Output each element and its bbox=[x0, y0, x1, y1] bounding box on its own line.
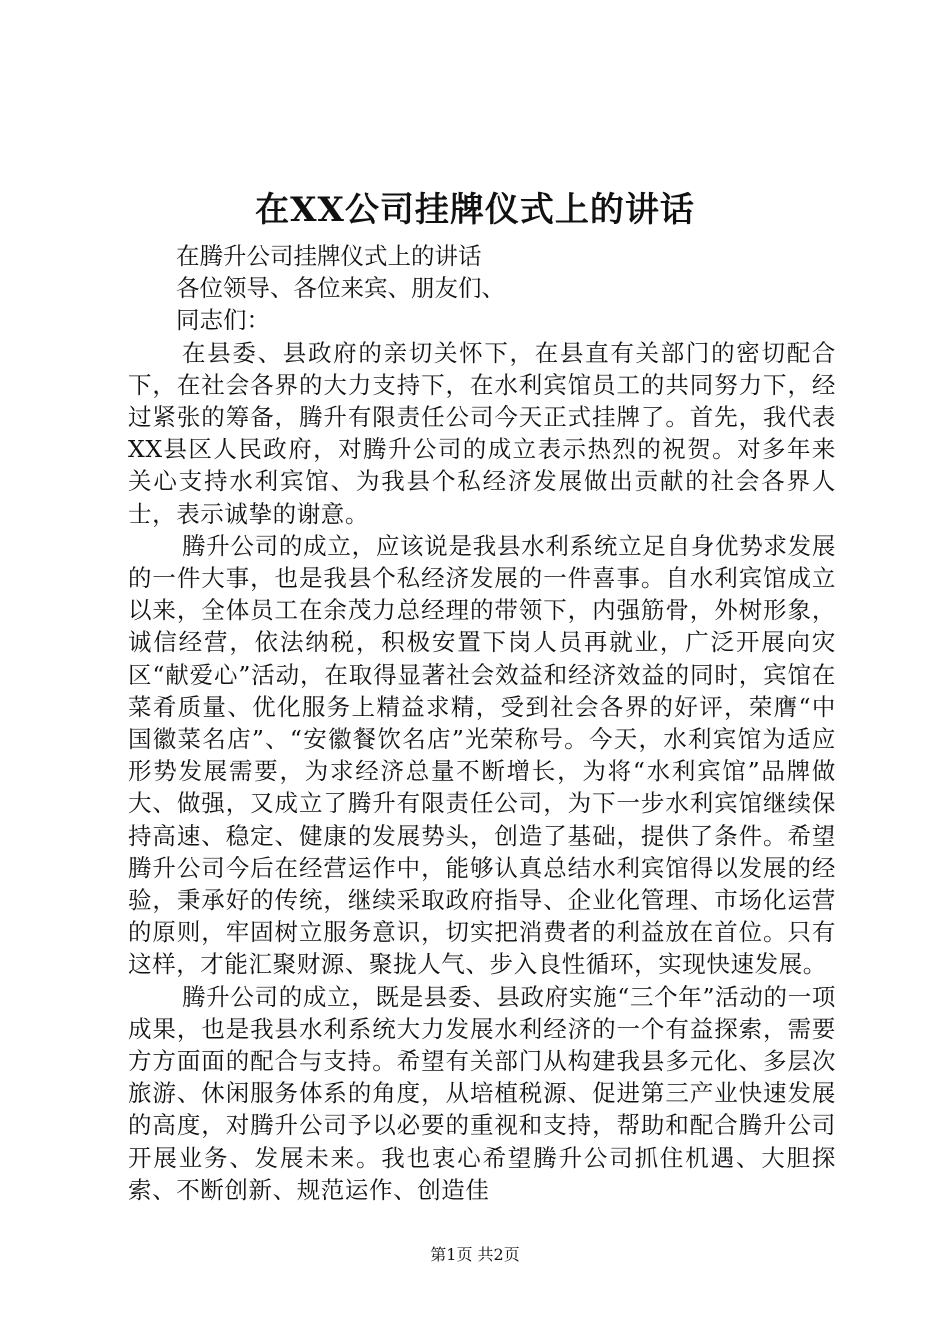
paragraph-1: 在县委、县政府的亲切关怀下，在县直有关部门的密切配合下，在社会各界的大力支持下，在水利宾馆员工的共同努力下，经过紧张的筹备，腾升有限责任公司今天正式挂牌了。首先，我代表XX县区人民政府，对腾升公司的成立表示热烈的祝贺。对多年来关心支持水利宾馆、为我县个私经济发展做出贡献的社会各界人士，表示诚挚的谢意。 bbox=[128, 338, 836, 528]
salutation-line-1: 各位领导、各位来宾、朋友们、 bbox=[176, 274, 505, 303]
paragraph-3: 腾升公司的成立，既是县委、县政府实施“三个年”活动的一项成果，也是我县水利系统大力发展水利经济的一个有益探索，需要方方面面的配合与支持。希望有关部门从构建我县多元化、多层次旅游、休闲服务体系的角度，从培植税源、促进第三产业快速发展的高度，对腾升公司予以必要的重视和支持，帮助和配合腾升公司开展业务、发展未来。我也衷心希望腾升公司抓住机遇、大胆探索、不断创新、规范运作、创造佳 bbox=[128, 982, 836, 1204]
document-body bbox=[128, 240, 836, 1206]
salutation-line-2: 同志们： bbox=[176, 306, 270, 335]
paragraph-2: 腾升公司的成立，应该说是我县水利系统立足自身优势求发展的一件大事，也是我县个私经济发展的一件喜事。自水利宾馆成立以来，全体员工在余茂力总经理的带领下，内强筋骨，外树形象，诚信经营，依法纳税，积极安置下岗人员再就业，广泛开展向灾区“献爱心”活动，在取得显著社会效益和经济效益的同时，宾馆在菜肴质量、优化服务上精益求精，受到社会各界的好评，荣膺“中国徽菜名店”、“安徽餐饮名店”光荣称号。今天，水利宾馆为适应形势发展需要，为求经济总量不断增长，为将“水利宾馆”品牌做大、做强，又成立了腾升有限责任公司，为下一步水利宾馆继续保持高速、稳定、健康的发展势头，创造了基础，提供了条件。希望腾升公司今后在经营运作中，能够认真总结水利宾馆得以发展的经验，秉承好的传统，继续采取政府指导、企业化管理、市场化运营的原则，牢固树立服务意识，切实把消费者的利益放在首位。只有这样，才能汇聚财源、聚拢人气、步入良性循环，实现快速发展。 bbox=[128, 531, 836, 979]
document-title: 在XX公司挂牌仪式上的讲话 bbox=[255, 190, 695, 230]
page-footer: 第1页 共2页 bbox=[430, 1245, 520, 1264]
speech-subtitle: 在腾升公司挂牌仪式上的讲话 bbox=[176, 242, 482, 270]
